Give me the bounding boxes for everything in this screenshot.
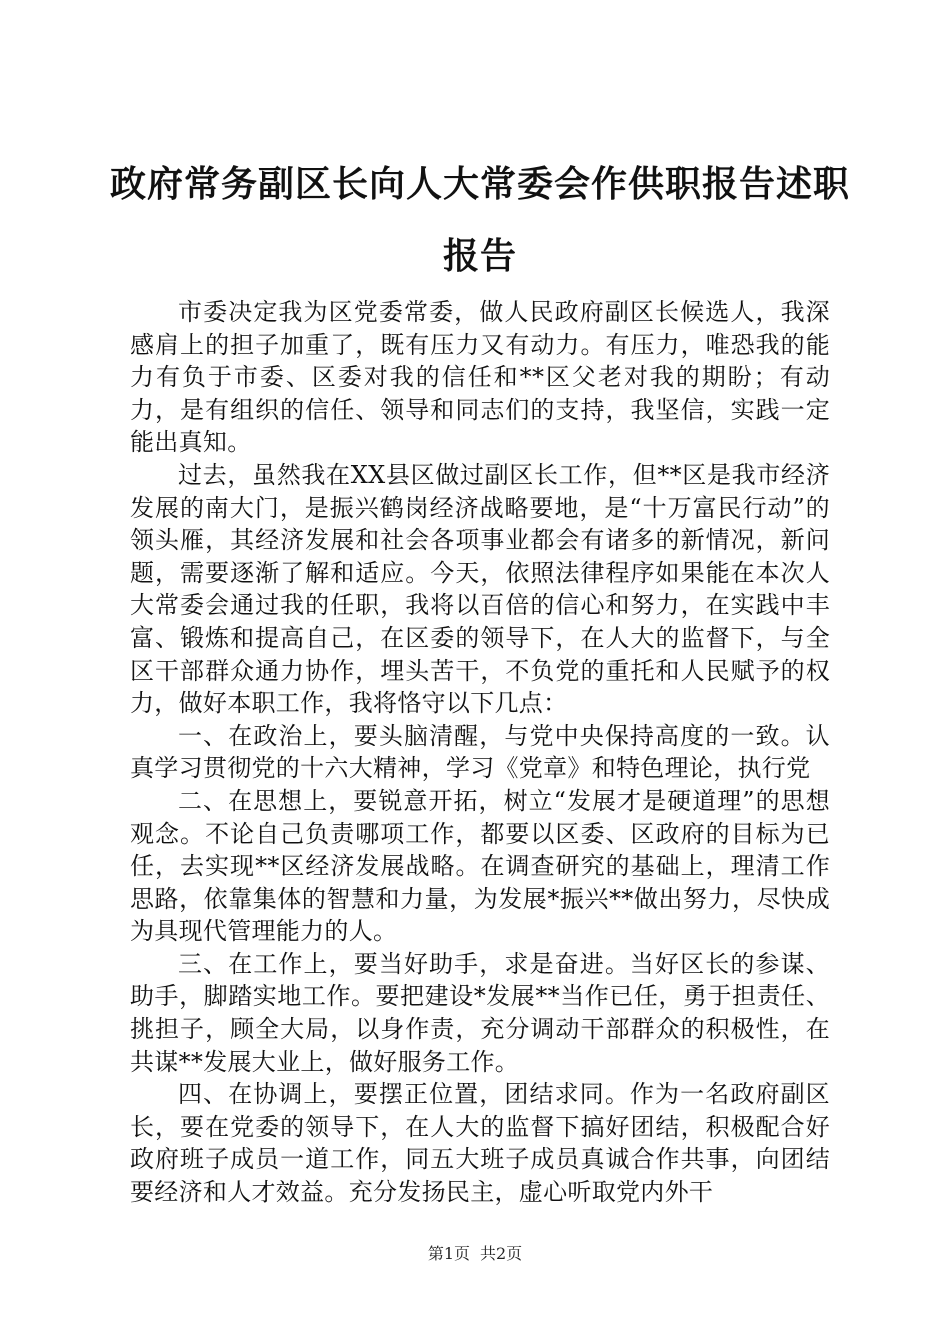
page-number: 第1页 <box>427 1244 470 1263</box>
paragraph: 二、在思想上，要锐意开拓，树立“发展才是硬道理”的思想观念。不论自己负责哪项工作，都要以区委、区政府的目标为已任，去实现**区经济发展战略。在调查研究的基础上，理清工作思路，依靠集体的智慧和力量，为发展*振兴**做出努力，尽快成为具现代管理能力的人。 <box>130 786 830 946</box>
paragraph: 过去，虽然我在XX县区做过副区长工作，但**区是我市经济发展的南大门，是振兴鹤岗经济战略要地，是“十万富民行动”的领头雁，其经济发展和社会各项事业都会有诸多的新情况，新问题，需要逐渐了解和适应。今天，依照法律程序如果能在本次人大常委会通过我的任职，我将以百倍的信心和努力，在实践中丰富、锻炼和提高自己，在区委的领导下，在人大的监督下，与全区干部群众通力协作，埋头苦干，不负党的重托和人民赋予的权力，做好本职工作，我将恪守以下几点： <box>130 460 830 718</box>
document-body <box>130 296 830 1209</box>
page-total: 共2页 <box>480 1244 523 1263</box>
paragraph: 三、在工作上，要当好助手，求是奋进。当好区长的参谋、助手，脚踏实地工作。要把建设*发展**当作已任，勇于担责任、挑担子，顾全大局，以身作责，充分调动干部群众的积极性，在共谋**发展大业上，做好服务工作。 <box>130 949 830 1076</box>
paragraph: 一、在政治上，要头脑清醒，与党中央保持高度的一致。认真学习贯彻党的十六大精神，学习《党章》和特色理论，执行党 <box>130 721 830 783</box>
document-title: 政府常务副区长向人大常委会作供职报告述职报告 <box>110 163 851 277</box>
paragraph: 市委决定我为区党委常委，做人民政府副区长候选人，我深感肩上的担子加重了，既有压力又有动力。有压力，唯恐我的能力有负于市委、区委对我的信任和**区父老对我的期盼；有动力，是有组织的信任、领导和同志们的支持，我坚信，实践一定能出真知。 <box>130 298 830 457</box>
paragraph: 四、在协调上，要摆正位置，团结求同。作为一名政府副区长，要在党委的领导下，在人大的监督下搞好团结，积极配合好政府班子成员一道工作，同五大班子成员真诚合作共事，向团结要经济和人才效益。充分发扬民主，虚心听取党内外干 <box>130 1080 830 1207</box>
page-footer <box>0 1244 950 1264</box>
